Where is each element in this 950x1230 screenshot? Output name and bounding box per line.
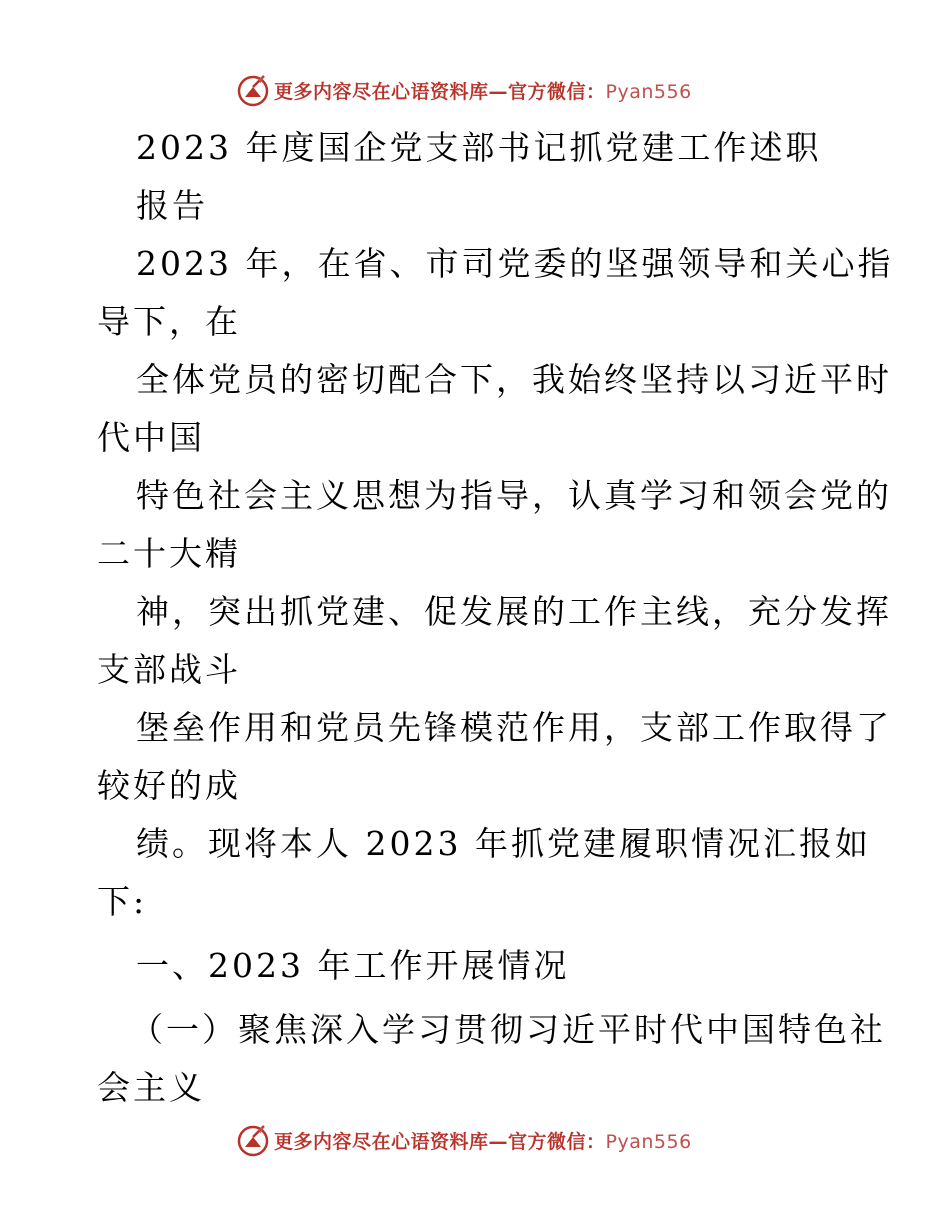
footer-watermark [236,1122,692,1158]
subsection-heading: （一）聚焦深入学习贯彻习近平时代中国特色社 [130,1010,886,1049]
paragraph-line: 导下，在 [97,302,241,341]
paragraph-line: 堡垒作用和党员先锋模范作用，支部工作取得了 [136,708,892,747]
paragraph-line: 二十大精 [97,534,241,573]
doc-title-line-1: 2023 年度国企党支部书记抓党建工作述职 [136,128,822,167]
paragraph-line: 2023 年，在省、市司党委的坚强领导和关心指 [136,244,894,283]
watermark-id: Pyan556 [605,1130,692,1153]
paragraph-line: 绩。现将本人 2023 年抓党建履职情况汇报如 [136,824,871,863]
watermark-id: Pyan556 [605,80,692,103]
paragraph-line: 代中国 [97,418,205,457]
paragraph-line: 支部战斗 [97,650,241,689]
watermark-text: 更多内容尽在心语资料库—官方微信：Pyan556 [274,1130,692,1153]
paragraph-line: 全体党员的密切配合下，我始终坚持以习近平时 [136,360,892,399]
paragraph-line: 特色社会主义思想为指导，认真学习和领会党的 [136,476,892,515]
header-watermark [236,72,692,108]
paragraph-line: 下: [97,882,148,921]
paragraph-line: 较好的成 [97,766,241,805]
paragraph-line: 神，突出抓党建、促发展的工作主线，充分发挥 [136,592,892,631]
subsection-heading-cont: 会主义 [97,1068,205,1107]
watermark-text: 更多内容尽在心语资料库—官方微信：Pyan556 [274,80,692,103]
section-heading: 一、2023 年工作开展情况 [136,946,570,985]
doc-title-line-2: 报告 [136,186,208,225]
book-feather-logo-icon [236,73,270,107]
book-feather-logo-icon [236,1123,270,1157]
